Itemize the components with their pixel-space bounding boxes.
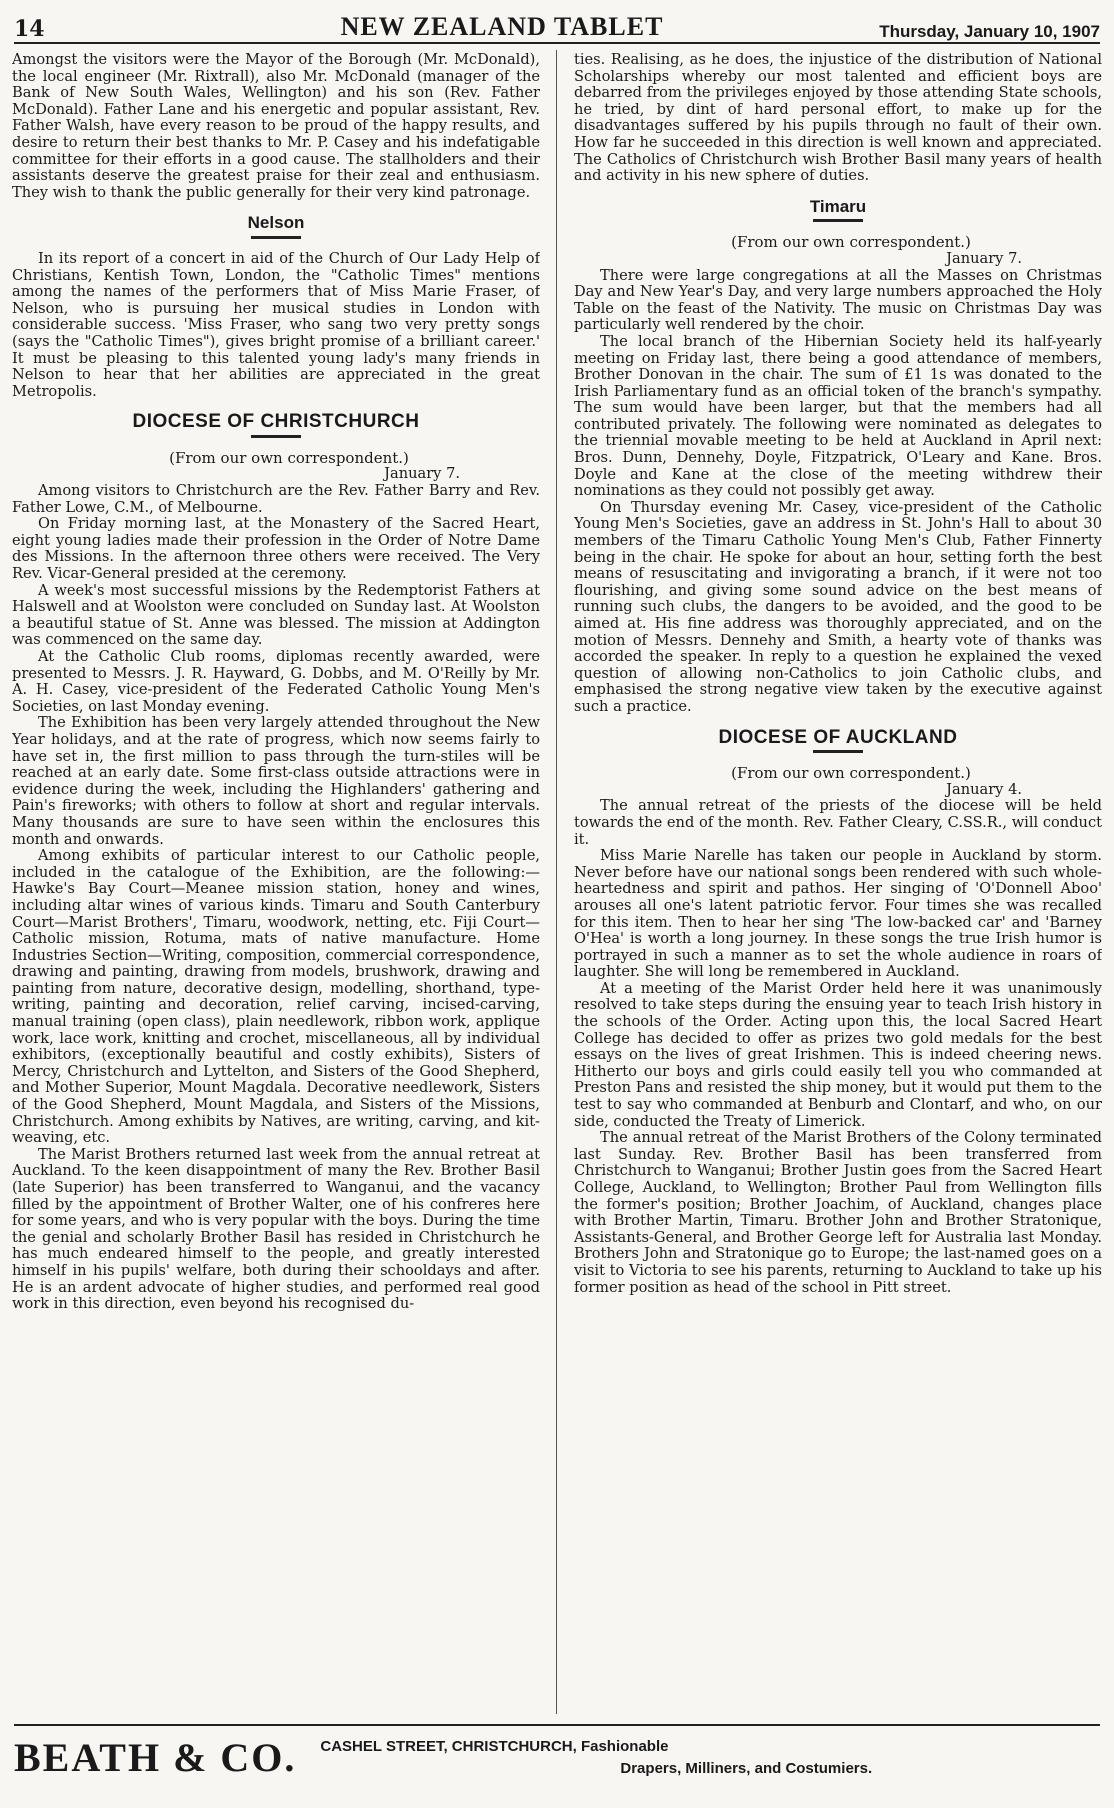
christchurch-paragraph: Among visitors to Christchurch are the Rev. Father Barry and Rev. Father Lowe, C.M., of Melbourne. <box>12 482 540 516</box>
christchurch-paragraph: The Exhibition has been very largely attended throughout the New Year holidays, and at the rate of progress, which now seems fairly to have set in, the first million to pass through the turn-stiles will be reached at an early date. Some first-class outside attractions were in evidence during the week, including the Highlanders' gathering and Pain's fireworks; with others to follow at short and regular intervals. Many thousands are sure to have seen within the enclosures this month and onwards. <box>12 714 540 848</box>
article-continuation-intro: Amongst the visitors were the Mayor of the Borough (Mr. McDonald), the local engineer (Mr. Rixtrall), also Mr. McDonald (manager of the Bank of New South Wales, Wellington) and his son (Rev. Father McDonald). Father Lane and his energetic and popular assistant, Rev. Father Walsh, have every reason to be proud of the happy results, and desire to return their best thanks to Mr. P. Casey and his indefatigable committee for their efforts in a good cause. The stallholders and their assistants deserve the greatest praise for their zeal and enthusiasm. They wish to thank the public generally for their very kind patronage. <box>12 52 540 201</box>
christchurch-paragraph: At the Catholic Club rooms, diplomas recently awarded, were presented to Messrs. J. R. Hayward, G. Dobbs, and M. O'Reilly by Mr. A. H. Casey, vice-president of the Federated Catholic Young Men's Societies, on last Monday evening. <box>12 648 540 715</box>
advertiser-address-line2: Drapers, Milliners, and Costumiers. <box>620 1760 873 1777</box>
heading-rule <box>251 435 301 438</box>
nelson-paragraph: In its report of a concert in aid of the Church of Our Lady Help of Christians, Kentish Town, London, the "Catholic Times" mentions among the names of the performers that of Miss Marie Fraser, of Nelson, who is pursuing her musical studies in London with considerable success. 'Miss Fraser, who sang two very pretty songs (says the "Catholic Times"), gives bright promise of a brilliant career.' It must be pleasing to this talented young lady's many friends in Nelson to hear that her abilities are appreciated in the great Metropolis. <box>12 249 540 400</box>
masthead <box>14 8 1100 44</box>
advertiser-brand: BEATH & CO. <box>14 1735 297 1780</box>
auckland-paragraph: The annual retreat of the priests of the diocese will be held towards the end of the month. Rev. Father Cleary, C.SS.R., will conduct it. <box>574 797 1102 848</box>
column-divider <box>556 50 557 1714</box>
advertiser-address-line1: CASHEL STREET, CHRISTCHURCH, Fashionable <box>320 1738 669 1755</box>
section-heading-auckland: DIOCESE OF AUCKLAND <box>718 726 958 748</box>
timaru-paragraph: On Thursday evening Mr. Casey, vice-president of the Catholic Young Men's Societies, gave an address in St. John's Hall to about 30 members of the Timaru Catholic Young Men's Club, Father Finnerty being in the chair. He spoke for about an hour, setting forth the best means of resuscitating and invigorating a branch, if it were not too flourishing, and giving some sound advice on the best means of running such clubs, the dangers to be avoided, and the good to be aimed at. His fine address was thoroughly appreciated, and on the motion of Messrs. Dennehy and Smith, a hearty vote of thanks was accorded the speaker. In reply to a question he explained the vexed question of allowing non-Catholics to join Catholic clubs, and emphasised the strong negative view taken by the executive against such a practice. <box>574 498 1102 715</box>
section-heading-timaru: Timaru <box>809 196 867 216</box>
advertisement-footer <box>14 1724 1100 1796</box>
christchurch-dateline: January 7. <box>384 465 460 483</box>
timaru-byline: (From our own correspondent.) <box>731 233 971 252</box>
timaru-dateline: January 7. <box>946 249 1022 267</box>
christchurch-paragraph: Among exhibits of particular interest to our Catholic people, included in the catalogue of the Exhibition, are the following:—Hawke's Bay Court—Meanee mission station, honey and wines, including altar wines of various kinds. Timaru and South Canterbury Court—Marist Brothers', Timaru, woodwork, netting, etc. Fiji Court—Catholic mission, Rotuma, mats of native manufacture. Home Industries Section—Writing, composition, commercial correspondence, drawing and painting, drawing from models, brushwork, drawing and painting from nature, decorative design, modelling, shorthand, type-writing, painting and decoration, relief carving, incised-carving, manual training (open class), plain needlework, ribbon work, applique work, lace work, knitting and crochet, miscellaneous, all by individual exhibitors, (exceptionally beautiful and costly exhibits), Sisters of Mercy, Christchurch and Lyttelton, and Sisters of the Good Shepherd, and Mother Superior, Mount Magdala. Decorative needlework, Sisters of the Good Shepherd, Mount Magdala, and Sisters of the Missions, Christchurch. Among exhibits by Natives, are writing, carving, and kit-weaving, etc. <box>12 847 540 1147</box>
auckland-dateline: January 4. <box>946 780 1022 798</box>
right-column <box>574 52 1102 1712</box>
page-number: 14 <box>14 16 45 42</box>
christchurch-byline: (From our own correspondent.) <box>169 448 409 467</box>
issue-date: Thursday, January 10, 1907 <box>879 22 1100 41</box>
section-heading-christchurch: DIOCESE OF CHRISTCHURCH <box>132 411 420 433</box>
christchurch-paragraph: On Friday morning last, at the Monastery of the Sacred Heart, eight young ladies made their profession in the Order of Notre Dame des Missions. In the afternoon three others were received. The Very Rev. Vicar-General presided at the ceremony. <box>12 515 540 583</box>
left-column <box>12 52 540 1712</box>
christchurch-paragraph: The Marist Brothers returned last week from the annual retreat at Auckland. To the keen disappointment of many the Rev. Brother Basil (late Superior) has been transferred to Wanganui, and the vacancy filled by the appointment of Brother Walter, one of his confreres here for some years, and who is very popular with the boys. During the time the genial and scholarly Brother Basil has resided in Christchurch he has much endeared himself to the people, and greatly interested himself in his pupils' welfare, both during their schooldays and after. He is an ardent advocate of higher studies, and performed real good work in this direction, even beyond his recognised du- <box>12 1145 540 1313</box>
auckland-paragraph: The annual retreat of the Marist Brothers of the Colony terminated last Sunday. Rev. Brother Basil has been transferred from Christchurch to Wanganui; Brother Justin goes from the Sacred Heart College, Auckland, to Wellington; Brother Paul from Wellington fills the former's position; Brother Joachim, of Auckland, changes place with Brother Martin, Timaru. Brother John and Brother Stratonique, Assistants-General, and Brother George left for Australia last Monday. Brothers John and Stratonique go to Europe; the last-named goes on a visit to Victoria to see his parents, returning to Auckland to take up his former position as head of the school in Pitt street. <box>574 1129 1102 1296</box>
advertiser-address <box>320 1736 872 1780</box>
publication-title: NEW ZEALAND TABLET <box>340 12 664 41</box>
auckland-paragraph: Miss Marie Narelle has taken our people in Auckland by storm. Never before have our national songs been rendered with such whole-heartedness and spirit and pathos. Her singing of 'O'Donnell Aboo' arouses all one's latent patriotic fervor. Four times she was recalled for this item. Then to hear her sing 'The low-backed car' and 'Barney O'Hea' is worth a long journey. In these songs the true Irish humor is portrayed in such a manner as to set the whole audience in roars of laughter. She will long be remembered in Auckland. <box>574 847 1102 981</box>
heading-rule <box>813 750 863 753</box>
auckland-paragraph: At a meeting of the Marist Order held here it was unanimously resolved to take steps during the ensuing year to teach Irish history in the schools of the Order. Acting upon this, the local Sacred Heart College has decided to offer as prizes two gold medals for the best essays on the lives of great Irishmen. This is indeed cheering news. Hitherto our boys and girls could easily tell you who commanded at Preston Pans and resisted the ship money, but it would put them to the test to say who commanded at Benburb and Clontarf, and who, on our side, conducted the Treaty of Limerick. <box>574 979 1102 1130</box>
timaru-paragraph: There were large congregations at all the Masses on Christmas Day and New Year's Day, and very large numbers approached the Holy Table on the feast of the Nativity. The music on Christmas Day was particularly well rendered by the choir. <box>574 266 1102 334</box>
heading-rule <box>251 236 301 239</box>
timaru-paragraph: The local branch of the Hibernian Society held its half-yearly meeting on Friday last, there being a good attendance of members, Brother Donovan in the chair. The sum of £1 1s was donated to the Irish Parliamentary fund as an official token of the branch's sympathy. The sum would have been larger, but that the members had all contributed privately. The following were nominated as delegates to the triennial movable meeting to be held at Auckland in April next: Bros. Dunn, Dennehy, Doyle, Fitzpatrick, O'Leary and Kane. Bros. Doyle and Kane at the close of the meeting withdrew their nominations as they could not possibly get away. <box>574 332 1102 500</box>
auckland-byline: (From our own correspondent.) <box>731 764 971 783</box>
section-heading-nelson: Nelson <box>247 213 305 233</box>
christchurch-paragraph: A week's most successful missions by the Redemptorist Fathers at Halswell and at Woolston were concluded on Sunday last. At Woolston a beautiful statue of St. Anne was blessed. The mission at Addington was commenced on the same day. <box>12 581 540 649</box>
heading-rule <box>813 219 863 222</box>
article-continuation: ties. Realising, as he does, the injustice of the distribution of National Scholarships whereby our most talented and efficient boys are debarred from the privileges enjoyed by those attending State schools, he tried, by dint of hard personal effort, to make up for the disadvantages suffered by his pupils through no fault of their own. How far he succeeded in this direction is well known and appreciated. The Catholics of Christchurch wish Brother Basil many years of health and activity in his new sphere of duties. <box>574 52 1102 185</box>
